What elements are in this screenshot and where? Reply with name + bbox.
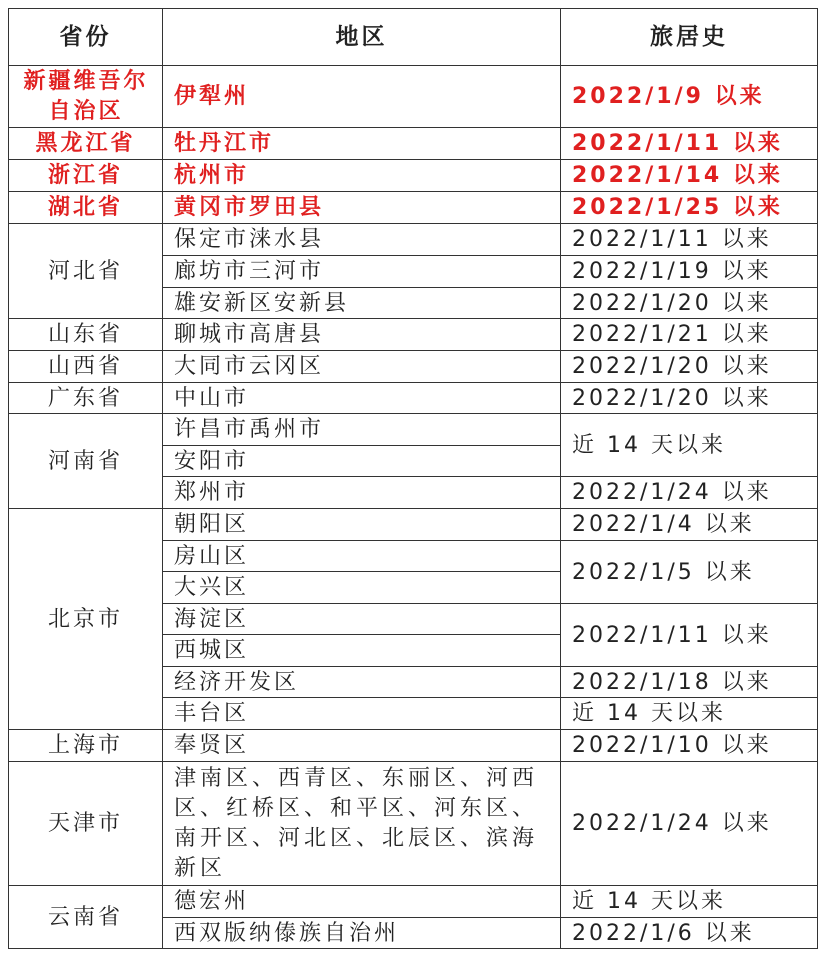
history-cell: 2022/1/19 以来 — [572, 259, 772, 284]
header-province: 省份 — [59, 23, 112, 50]
history-cell: 2022/1/11 以来 — [572, 131, 783, 156]
region-cell: 津南区、西青区、东丽区、河西区、红桥区、和平区、河东区、南开区、河北区、北辰区、滨海新区 — [174, 765, 539, 881]
history-cell: 2022/1/24 以来 — [572, 480, 772, 505]
region-cell: 伊犁州 — [174, 84, 250, 109]
history-cell: 2022/1/4 以来 — [572, 512, 755, 537]
province-cell: 上海市 — [47, 733, 123, 758]
province-cell: 河南省 — [47, 448, 123, 474]
history-cell: 2022/1/21 以来 — [572, 322, 772, 347]
region-cell: 杭州市 — [174, 163, 250, 188]
region-cell: 廊坊市三河市 — [174, 259, 325, 284]
region-cell: 黄冈市罗田县 — [174, 195, 325, 220]
region-cell: 保定市涞水县 — [174, 227, 325, 252]
history-cell: 2022/1/14 以来 — [572, 163, 783, 188]
province-cell: 山西省 — [47, 354, 123, 379]
province-cell: 云南省 — [47, 904, 123, 930]
region-cell: 丰台区 — [174, 701, 250, 726]
region-cell: 经济开发区 — [174, 669, 300, 695]
history-cell: 2022/1/10 以来 — [572, 733, 772, 758]
region-cell: 牡丹江市 — [174, 131, 275, 156]
region-cell: 雄安新区安新县 — [174, 290, 350, 316]
region-cell: 许昌市禹州市 — [174, 417, 325, 442]
region-cell: 聊城市高唐县 — [174, 322, 325, 347]
region-cell: 安阳市 — [174, 448, 250, 474]
history-cell: 2022/1/5 以来 — [572, 559, 755, 585]
history-cell: 2022/1/6 以来 — [572, 920, 755, 946]
province-cell: 天津市 — [47, 811, 123, 836]
history-cell: 2022/1/25 以来 — [572, 195, 783, 220]
province-cell: 黑龙江省 — [35, 131, 136, 156]
region-cell: 郑州市 — [174, 480, 250, 505]
region-cell: 西城区 — [174, 638, 250, 663]
history-cell: 2022/1/9 以来 — [572, 84, 765, 109]
region-cell: 德宏州 — [174, 889, 250, 914]
region-cell: 海淀区 — [174, 606, 250, 632]
history-cell: 2022/1/20 以来 — [572, 290, 772, 316]
history-cell: 2022/1/11 以来 — [572, 622, 772, 648]
region-cell: 奉贤区 — [174, 733, 250, 758]
history-cell: 2022/1/11 以来 — [572, 227, 772, 252]
history-cell: 近 14 天以来 — [572, 889, 726, 914]
province-cell: 新疆维吾尔自治区 — [23, 68, 149, 124]
province-cell: 广东省 — [47, 385, 123, 411]
history-cell: 2022/1/20 以来 — [572, 354, 772, 379]
region-cell: 朝阳区 — [174, 512, 250, 537]
region-cell: 中山市 — [174, 385, 250, 411]
region-cell: 大兴区 — [174, 575, 250, 600]
history-cell: 2022/1/18 以来 — [572, 669, 772, 695]
province-cell: 北京市 — [47, 606, 123, 632]
history-cell: 近 14 天以来 — [572, 701, 726, 726]
history-cell: 近 14 天以来 — [572, 432, 726, 458]
history-cell: 2022/1/24 以来 — [572, 811, 772, 836]
history-cell: 2022/1/20 以来 — [572, 385, 772, 411]
header-region: 地区 — [335, 23, 388, 50]
province-cell: 湖北省 — [47, 195, 123, 220]
province-cell: 河北省 — [47, 258, 123, 284]
province-cell: 山东省 — [47, 322, 123, 347]
region-cell: 大同市云冈区 — [174, 354, 325, 379]
province-cell: 浙江省 — [47, 163, 123, 188]
region-cell: 西双版纳傣族自治州 — [174, 920, 400, 946]
region-cell: 房山区 — [174, 543, 250, 569]
header-travel-history: 旅居史 — [650, 23, 728, 50]
